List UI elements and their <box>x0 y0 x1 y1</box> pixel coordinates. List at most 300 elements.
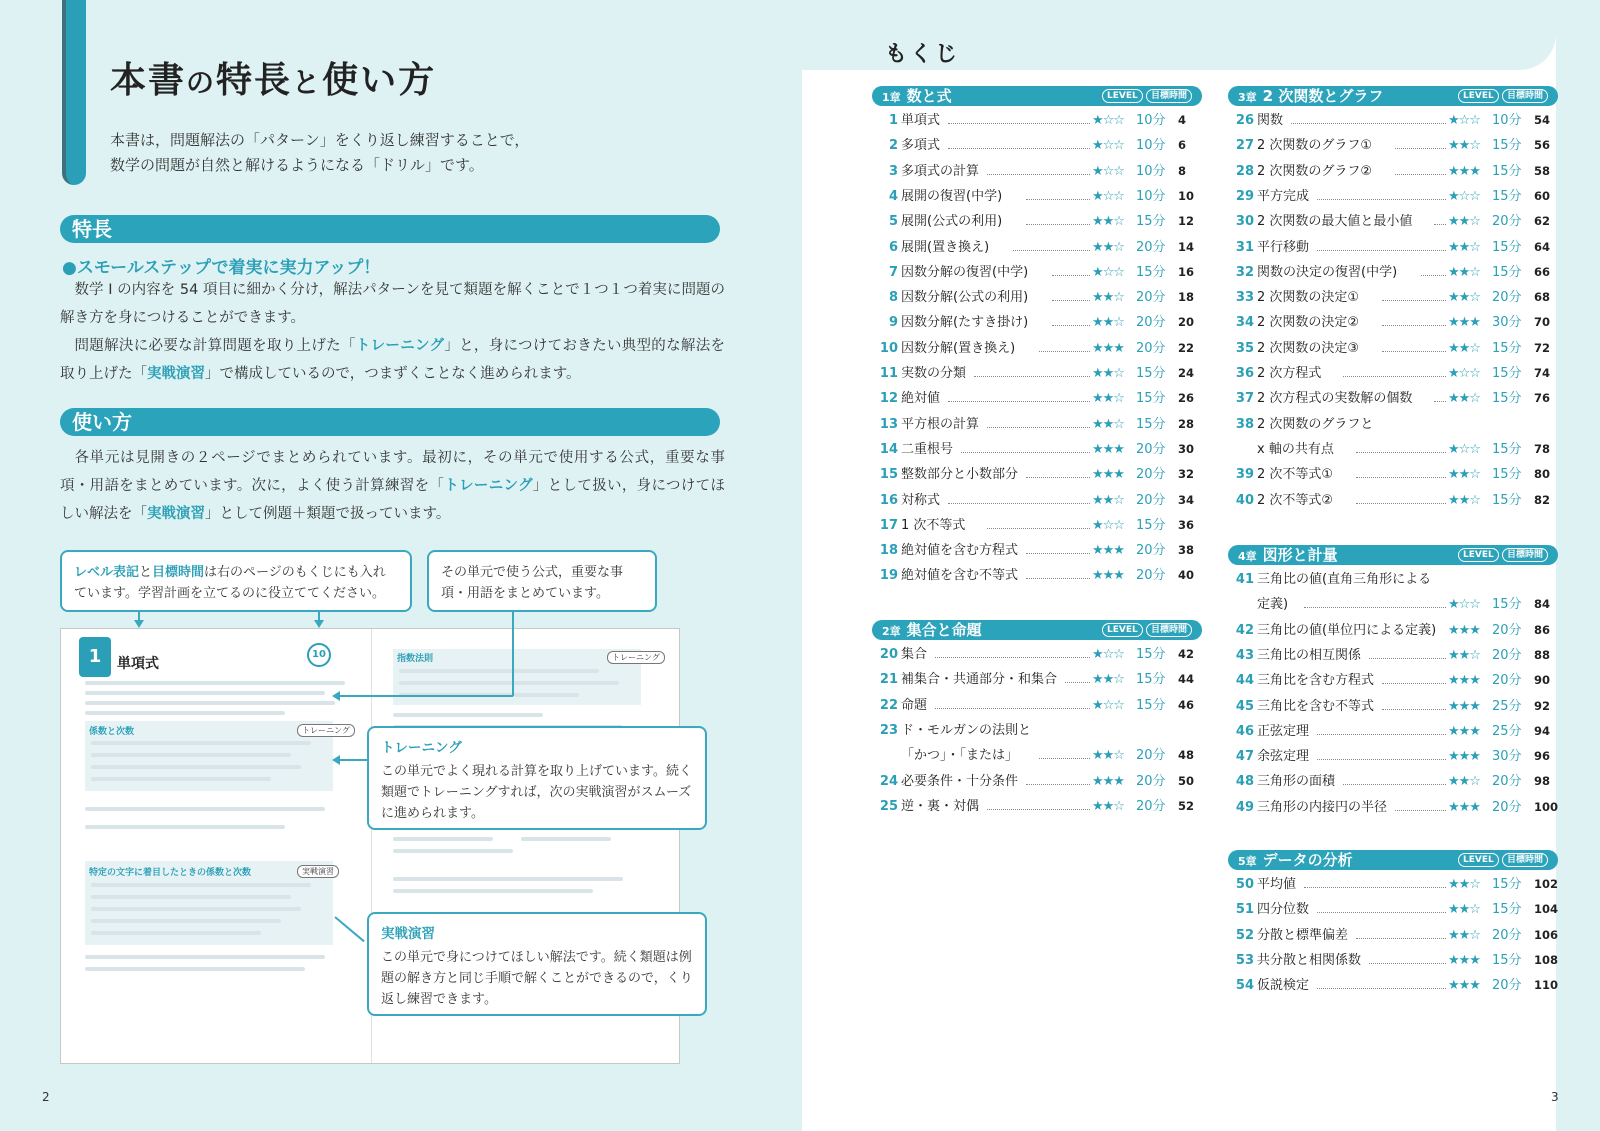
text: は右のページのもくじにも入れています。学習計画を立てるのに役立ててください。 <box>74 565 386 601</box>
toc-item-time: 25分 <box>1492 698 1522 714</box>
level-stars-icon: ★★★ <box>1092 467 1124 483</box>
toc-item[interactable] <box>1228 462 1558 487</box>
sample-line <box>393 889 593 893</box>
leader-dots <box>1013 250 1090 251</box>
toc-item[interactable] <box>1228 668 1558 693</box>
toc-title: もくじ <box>885 42 961 67</box>
toc-item-number: 7 <box>888 264 898 280</box>
sample-line <box>85 681 345 685</box>
toc-item-time: 15分 <box>1492 952 1522 968</box>
toc-item-time: 10分 <box>1136 163 1166 179</box>
toc-item-number: 26 <box>1235 113 1254 128</box>
level-stars-icon: ★★☆ <box>1448 927 1480 943</box>
sample-time-icon <box>307 643 331 667</box>
toc-item-title: 絶対値 <box>901 391 941 407</box>
toc-item-page: 102 <box>1534 877 1559 891</box>
toc-item[interactable] <box>1228 744 1558 769</box>
leader-dots <box>1052 325 1090 326</box>
toc-item[interactable] <box>872 642 1202 667</box>
leader-dots <box>1395 148 1446 149</box>
sample-line <box>91 883 311 887</box>
toc-item-time: 30分 <box>1492 315 1522 331</box>
toc-item[interactable] <box>872 336 1202 361</box>
toc-item-title: 関数の決定の復習(中学) <box>1257 264 1398 280</box>
leader-dots <box>987 528 1090 529</box>
toc-item-time: 30分 <box>1492 749 1522 765</box>
toc-item-page: 30 <box>1178 441 1195 456</box>
toc-item[interactable] <box>1228 795 1558 820</box>
toc-item-number: 15 <box>879 467 898 483</box>
sample-line <box>85 701 335 705</box>
intro-text <box>110 128 529 178</box>
leader-dots <box>1356 503 1446 504</box>
callout-body: この単元でよく現れる計算を取り上げています。続く類題でトレーニングすれば，次の実戦演習がスムーズに進められます。 <box>381 764 692 821</box>
toc-item-number: 9 <box>888 315 898 331</box>
toc-item[interactable] <box>872 209 1202 234</box>
toc-item-number: 22 <box>879 697 898 713</box>
text: 」として例題＋類題で扱っています。 <box>205 506 451 522</box>
toc-item-number: 21 <box>879 672 898 688</box>
feature-paragraph-1 <box>60 276 725 332</box>
leader-dots <box>948 401 1090 402</box>
toc-item-page: 96 <box>1534 749 1551 764</box>
leader-dots <box>1291 123 1446 124</box>
toc-item-title: 2 次関数のグラフ② <box>1257 163 1373 179</box>
toc-item[interactable] <box>872 718 1202 743</box>
toc-item[interactable] <box>872 462 1202 487</box>
leader-dots <box>1395 174 1446 175</box>
toc-item-time: 20分 <box>1492 214 1522 230</box>
toc-item[interactable] <box>1228 948 1558 973</box>
toc-item-title: 絶対値を含む方程式 <box>901 543 1019 559</box>
section-heading-usage <box>60 408 720 436</box>
level-stars-icon: ★★☆ <box>1448 647 1480 663</box>
toc-item-number: 51 <box>1235 902 1254 918</box>
title-part: の <box>186 66 217 99</box>
toc-item[interactable] <box>1228 184 1558 209</box>
title-accent-bar <box>62 0 86 185</box>
toc-item[interactable] <box>1228 719 1558 744</box>
toc-item-number: 6 <box>888 239 898 255</box>
level-stars-icon: ★★☆ <box>1448 467 1480 483</box>
toc-item-title: 2 次関数の最大値と最小値 <box>1257 214 1413 230</box>
toc-item-page: 74 <box>1534 366 1551 380</box>
sample-heading: 特定の文字に着目したときの係数と次数 <box>89 868 252 878</box>
toc-item[interactable] <box>1228 159 1558 184</box>
toc-item-time: 15分 <box>1136 672 1166 688</box>
toc-item-time: 20分 <box>1136 290 1166 306</box>
toc-item-page: 36 <box>1178 517 1195 532</box>
toc-item-page: 88 <box>1534 647 1551 662</box>
leader-dots <box>1382 709 1446 710</box>
page-number-left: 2 <box>42 1090 50 1104</box>
section-heading-label: 特長 <box>72 217 112 241</box>
toc-item[interactable] <box>1228 209 1558 234</box>
level-stars-icon: ★☆☆ <box>1448 113 1480 128</box>
toc-item[interactable] <box>872 310 1202 335</box>
toc-item-time: 10分 <box>1136 113 1166 128</box>
level-stars-icon: ★★★ <box>1448 952 1480 968</box>
toc-item[interactable] <box>872 184 1202 209</box>
toc-item[interactable] <box>872 285 1202 310</box>
toc-item-number: 23 <box>879 722 898 738</box>
sample-line <box>85 967 305 971</box>
toc-item[interactable] <box>1228 133 1558 158</box>
toc-item[interactable] <box>872 513 1202 538</box>
toc-item[interactable] <box>1228 923 1558 948</box>
toc-item[interactable] <box>872 743 1202 768</box>
toc-item[interactable] <box>1228 386 1558 411</box>
toc-item[interactable] <box>1228 235 1558 260</box>
level-stars-icon: ★★☆ <box>1092 366 1124 381</box>
toc-item-page: 100 <box>1534 799 1559 814</box>
level-stars-icon: ★☆☆ <box>1092 138 1124 154</box>
sample-line <box>85 825 285 829</box>
toc-item-number: 35 <box>1235 340 1254 356</box>
toc-chapter-name: 数と式 <box>906 87 952 105</box>
toc-item[interactable] <box>1228 872 1558 897</box>
leader-dots <box>1317 734 1446 735</box>
toc-item[interactable] <box>872 108 1202 133</box>
toc-chapter-number: 4章 <box>1238 550 1257 563</box>
leader-dots <box>1382 351 1446 352</box>
toc-item-number: 52 <box>1235 927 1254 943</box>
toc-item[interactable] <box>1228 437 1558 462</box>
sample-line <box>91 931 261 935</box>
toc-chapter-name: データの分析 <box>1262 851 1353 869</box>
toc-item-number: 19 <box>879 568 898 584</box>
toc-item-number: 25 <box>879 798 898 814</box>
leader-dots <box>1039 758 1090 759</box>
toc-item-title: ド・モルガンの法則と <box>901 722 1032 738</box>
level-stars-icon: ★★★ <box>1448 723 1480 739</box>
feature-paragraph-2 <box>60 332 725 388</box>
level-stars-icon: ★★☆ <box>1448 239 1480 255</box>
section-heading-features <box>60 215 720 243</box>
toc-item-time: 20分 <box>1492 927 1522 943</box>
toc-item[interactable] <box>1228 897 1558 922</box>
toc-chapter-title <box>1238 850 1353 872</box>
level-stars-icon: ★★★ <box>1092 340 1124 356</box>
toc-item-time: 15分 <box>1492 492 1522 508</box>
toc-item-number: 47 <box>1235 749 1254 765</box>
sample-unit-title: 単項式 <box>117 656 159 672</box>
toc-item-page: 92 <box>1534 698 1551 713</box>
toc-item-title: 逆・裏・対偶 <box>901 798 980 814</box>
toc-item-title: 2 次関数のグラフ① <box>1257 138 1373 154</box>
toc-item[interactable] <box>872 538 1202 563</box>
toc-item-title: 展開(置き換え) <box>901 239 990 255</box>
toc-item[interactable] <box>1228 260 1558 285</box>
level-stars-icon: ★☆☆ <box>1092 188 1124 204</box>
level-label: LEVEL <box>1458 89 1499 103</box>
toc-item-title: 三角比を含む方程式 <box>1257 673 1375 689</box>
toc-item[interactable] <box>1228 336 1558 361</box>
toc-item-time: 20分 <box>1136 543 1166 559</box>
toc-item[interactable] <box>872 769 1202 794</box>
toc-item-page: 90 <box>1534 673 1551 688</box>
toc-item-number: 44 <box>1235 673 1254 689</box>
toc-item-page: 46 <box>1178 697 1195 712</box>
right-edge-band <box>1556 0 1600 1131</box>
toc-item-page: 18 <box>1178 290 1195 305</box>
toc-chapter-title <box>1238 545 1338 567</box>
sample-heading: 指数法則 <box>397 654 434 664</box>
toc-item-page: 72 <box>1534 340 1551 355</box>
toc-item[interactable] <box>1228 108 1558 133</box>
toc-item-time: 15分 <box>1136 391 1166 407</box>
toc-item-title: 因数分解(公式の利用) <box>901 290 1029 306</box>
toc-chapter-name: 図形と計量 <box>1262 546 1338 564</box>
toc-item[interactable] <box>872 235 1202 260</box>
level-label: LEVEL <box>1102 89 1143 103</box>
title-part: と <box>292 66 323 99</box>
leader-dots <box>974 376 1090 377</box>
toc-item[interactable] <box>872 159 1202 184</box>
toc-item-title: 定義) <box>1257 597 1289 613</box>
toc-item[interactable] <box>872 667 1202 692</box>
toc-item-number: 20 <box>879 647 898 662</box>
level-stars-icon: ★★★ <box>1092 773 1124 789</box>
level-stars-icon: ★★☆ <box>1092 416 1124 432</box>
level-stars-icon: ★★★ <box>1448 673 1480 689</box>
toc-item-time: 15分 <box>1492 366 1522 381</box>
toc-item-page: 76 <box>1534 391 1551 406</box>
toc-item-page: 28 <box>1178 416 1195 431</box>
toc-item-page: 54 <box>1534 113 1551 127</box>
title-part: 使い方 <box>322 60 437 101</box>
connector-line <box>340 759 368 761</box>
leader-dots <box>1434 401 1446 402</box>
toc-item-time: 20分 <box>1136 568 1166 584</box>
highlight-level: レベル表記 <box>74 565 140 580</box>
toc-item-number: 5 <box>888 214 898 230</box>
toc-item[interactable] <box>872 563 1202 588</box>
level-stars-icon: ★★☆ <box>1448 774 1480 790</box>
toc-item-page: 8 <box>1178 163 1187 178</box>
level-stars-icon: ★☆☆ <box>1448 597 1480 613</box>
level-stars-icon: ★☆☆ <box>1092 163 1124 179</box>
toc-item-time: 15分 <box>1136 697 1166 713</box>
leader-dots <box>1317 199 1446 200</box>
toc-item-page: 62 <box>1534 214 1551 229</box>
toc-item-title: 対称式 <box>901 492 941 508</box>
level-stars-icon: ★★☆ <box>1448 138 1480 154</box>
arrow-head-icon <box>134 620 144 628</box>
toc-item-title: 絶対値を含む不等式 <box>901 568 1019 584</box>
toc-item-title: 展開(公式の利用) <box>901 214 1003 230</box>
toc-item-time: 15分 <box>1492 163 1522 179</box>
text: 数学 I の内容を 54 項目に細かく分け，解法パターンを見て類題を解くことで１つ１つ着実に問題の解き方を身につけることができます。 <box>60 282 725 326</box>
level-stars-icon: ★★☆ <box>1448 391 1480 407</box>
leader-dots <box>1421 275 1446 276</box>
toc-item[interactable] <box>1228 973 1558 998</box>
callout-body: この単元で身につけてほしい解法です。続く類題は例題の解き方と同じ手順で解くことができるので，くり返し練習できます。 <box>381 950 693 1007</box>
toc-item-time: 20分 <box>1136 467 1166 483</box>
leader-dots <box>935 708 1090 709</box>
toc-item-number: 48 <box>1235 774 1254 790</box>
toc-item-title: 因数分解(置き換え) <box>901 340 1016 356</box>
arrow-head-icon <box>332 755 340 765</box>
toc-item-page: 56 <box>1534 138 1551 153</box>
level-stars-icon: ★★☆ <box>1092 492 1124 508</box>
leader-dots <box>961 452 1090 453</box>
toc-chapter-number: 5章 <box>1238 855 1257 868</box>
leader-dots <box>948 123 1090 124</box>
toc-item[interactable] <box>1228 361 1558 386</box>
leader-dots <box>987 427 1090 428</box>
toc-item-time: 15分 <box>1136 264 1166 280</box>
leader-dots <box>1382 683 1446 684</box>
toc-item-time: 15分 <box>1492 340 1522 356</box>
toc-item[interactable] <box>1228 488 1558 513</box>
connector-line <box>340 695 513 697</box>
leader-dots <box>987 809 1090 810</box>
sample-line <box>393 849 513 853</box>
toc-item-page: 84 <box>1534 597 1551 612</box>
toc-item-time: 20分 <box>1492 647 1522 663</box>
toc-item[interactable] <box>872 693 1202 718</box>
toc-item-page: 68 <box>1534 290 1551 305</box>
toc-item[interactable] <box>872 488 1202 513</box>
text: 各単元は見開きの２ページでまとめられています。最初に，その単元で使用する公式，重要な事項・用語をまとめています。次に，よく使う計算練習を「 <box>60 450 725 494</box>
sample-line <box>91 907 301 911</box>
toc-item-time: 20分 <box>1492 978 1522 994</box>
toc-item-title: 三角比の相互関係 <box>1257 647 1362 663</box>
toc-item-page: 82 <box>1534 492 1551 507</box>
toc-item-number: 53 <box>1235 952 1254 968</box>
toc-item-page: 106 <box>1534 927 1559 942</box>
callout-title: 実戦演習 <box>381 926 435 942</box>
toc-item-page: 26 <box>1178 391 1195 406</box>
toc-item-title: 三角形の面積 <box>1257 774 1336 790</box>
toc-item[interactable] <box>1228 310 1558 335</box>
toc-item[interactable] <box>1228 567 1558 592</box>
leader-dots <box>1052 275 1090 276</box>
toc-item-number: 14 <box>879 441 898 457</box>
sample-heading: 係数と次数 <box>89 727 135 737</box>
leader-dots <box>1317 912 1446 913</box>
toc-item-title: 二重根号 <box>901 441 954 457</box>
toc-item-number: 34 <box>1235 315 1254 331</box>
toc-item-title: 平方根の計算 <box>901 416 980 432</box>
level-stars-icon: ★☆☆ <box>1092 517 1124 533</box>
intro-line: 本書は，問題解法の「パターン」をくり返し練習することで， <box>110 131 530 149</box>
leader-dots <box>1052 300 1090 301</box>
toc-item[interactable] <box>1228 643 1558 668</box>
toc-item-number: 39 <box>1235 467 1254 483</box>
toc-item-time: 20分 <box>1136 441 1166 457</box>
leader-dots <box>1382 300 1446 301</box>
toc-item-page: 66 <box>1534 264 1551 279</box>
toc-item-number: 16 <box>879 492 898 508</box>
title-part: 特長 <box>216 60 293 101</box>
text: 」として扱い，身につけてほしい解法を「 <box>60 478 725 522</box>
text: その単元で使う公式，重要な事項・用語をまとめています。 <box>441 565 624 601</box>
toc-item-number: 37 <box>1235 391 1254 407</box>
toc-item[interactable] <box>872 361 1202 386</box>
toc-item-title: x 軸の共有点 <box>1257 441 1334 457</box>
toc-item-page: 78 <box>1534 441 1551 456</box>
toc-item[interactable] <box>872 412 1202 437</box>
sample-line <box>85 955 325 959</box>
target-time-label: 目標時間 <box>1502 853 1548 867</box>
level-stars-icon: ★★☆ <box>1092 748 1124 764</box>
toc-item-number: 1 <box>888 113 898 128</box>
arrow-head-icon <box>314 620 324 628</box>
intro-line: 数学の問題が自然と解けるようになる「ドリル」です。 <box>110 156 484 174</box>
level-stars-icon: ★☆☆ <box>1448 188 1480 204</box>
leader-dots <box>935 657 1090 658</box>
toc-item-title: 集合 <box>901 647 928 662</box>
toc-item[interactable] <box>872 437 1202 462</box>
toc-item-title: 仮説検定 <box>1257 978 1310 994</box>
sample-line <box>521 837 611 841</box>
leader-dots <box>1382 325 1446 326</box>
toc-item-time: 15分 <box>1492 877 1522 892</box>
toc-item-page: 104 <box>1534 902 1559 917</box>
leader-dots <box>1026 553 1090 554</box>
toc-chapter-header <box>1228 86 1558 106</box>
sample-tag: 実戦演習 <box>297 865 339 878</box>
toc-item-time: 10分 <box>1492 113 1522 128</box>
level-stars-icon: ★★★ <box>1448 622 1480 638</box>
toc-item-page: 14 <box>1178 239 1195 254</box>
toc-item[interactable] <box>1228 592 1558 617</box>
toc-item[interactable] <box>872 386 1202 411</box>
toc-item-title: 余弦定理 <box>1257 749 1310 765</box>
toc-item[interactable] <box>872 260 1202 285</box>
toc-item-title: 2 次関数のグラフと <box>1257 416 1374 432</box>
toc-item-number: 10 <box>879 340 898 356</box>
sample-line <box>91 753 291 757</box>
toc-chapter-number: 2章 <box>882 625 901 638</box>
toc-item[interactable] <box>872 133 1202 158</box>
target-time-label: 目標時間 <box>1146 623 1192 637</box>
toc-item[interactable] <box>1228 769 1558 794</box>
toc-item-title: 平行移動 <box>1257 239 1310 255</box>
leader-dots <box>1039 351 1090 352</box>
toc-item[interactable] <box>1228 285 1558 310</box>
feature-subheading: ●スモールステップで着実に実力アップ！ <box>62 258 381 278</box>
sample-line <box>91 895 291 899</box>
toc-item-time: 15分 <box>1492 239 1522 255</box>
toc-item[interactable] <box>1228 618 1558 643</box>
toc-item-number: 43 <box>1235 647 1254 663</box>
toc-item-time: 10分 <box>1136 188 1166 204</box>
toc-item[interactable] <box>1228 412 1558 437</box>
leader-dots <box>1343 376 1446 377</box>
toc-item-page: 42 <box>1178 647 1195 661</box>
toc-item-page: 6 <box>1178 138 1187 153</box>
toc-item[interactable] <box>1228 694 1558 719</box>
toc-item-title: 分散と標準偏差 <box>1257 927 1349 943</box>
sample-tag: トレーニング <box>297 724 355 737</box>
toc-item-page: 60 <box>1534 188 1551 203</box>
toc-item[interactable] <box>872 794 1202 819</box>
toc-item-time: 15分 <box>1136 517 1166 533</box>
text: 問題解決に必要な計算問題を取り上げた「 <box>74 338 356 354</box>
toc-item-title: 正弦定理 <box>1257 723 1310 739</box>
toc-item-page: 108 <box>1534 952 1559 967</box>
toc-item-number: 12 <box>879 391 898 407</box>
level-label: LEVEL <box>1458 548 1499 562</box>
toc-item-number: 4 <box>888 188 898 204</box>
toc-item-number: 42 <box>1235 622 1254 638</box>
callout-training <box>367 726 707 830</box>
level-stars-icon: ★★★ <box>1092 441 1124 457</box>
leader-dots <box>1356 477 1446 478</box>
